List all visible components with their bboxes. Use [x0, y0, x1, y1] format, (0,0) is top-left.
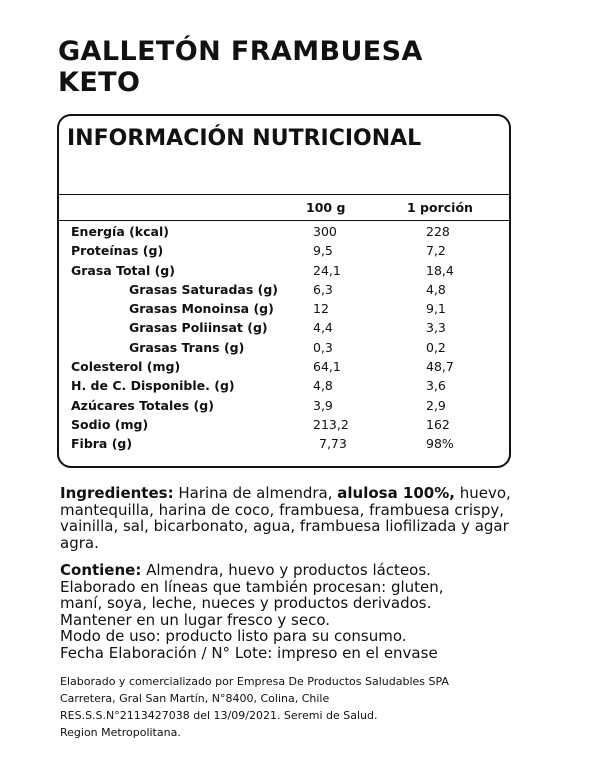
- nutrient-value-100g: 24,1: [313, 262, 341, 278]
- contains-allergens: Almendra, huevo y productos lácteos.: [141, 561, 431, 579]
- nutrient-row-monounsaturated-fat: [59, 299, 509, 318]
- nutrient-name: Grasa Total (g): [71, 262, 175, 278]
- nutrient-value-portion: 2,9: [426, 397, 446, 413]
- product-title-line-2: KETO: [58, 67, 141, 98]
- nutrient-name: Energía (kcal): [71, 224, 169, 239]
- nutrient-value-100g: 0,3: [313, 339, 333, 355]
- nutrient-row-trans-fat: [59, 338, 509, 357]
- contains-line: [60, 562, 530, 579]
- nutrient-name: Fibra (g): [71, 436, 133, 452]
- nutrient-row-available-carbs: [59, 376, 509, 395]
- ingredients-paragraph: [60, 485, 530, 551]
- nutrient-value-portion: 18,4: [426, 262, 454, 278]
- nutrient-row-sodium: [59, 415, 509, 434]
- nutrient-row-cholesterol: [59, 357, 509, 376]
- product-title: [58, 36, 423, 98]
- nutrient-value-100g: 64,1: [313, 359, 341, 375]
- nutrient-value-100g: 12: [313, 301, 329, 317]
- nutrient-value-portion: 162: [426, 416, 450, 432]
- nutrition-rows: [59, 222, 509, 454]
- usage-instructions: Modo de uso: producto listo para su consumo.: [60, 627, 407, 645]
- nutrient-value-portion: 7,2: [426, 243, 446, 259]
- nutrient-value-portion: 0,2: [426, 339, 446, 355]
- nutrient-value-portion: 3,3: [426, 320, 446, 336]
- nutrient-row-fiber: [59, 434, 509, 453]
- ingredients-text-start: Harina de almendra,: [173, 484, 338, 502]
- nutrient-name: Sodio (mg): [71, 416, 149, 432]
- nutrient-row-energy: [59, 222, 509, 241]
- nutrient-row-polyunsaturated-fat: [59, 318, 509, 337]
- manufacturer-line-2: Carretera, Gral San Martín, N°8400, Colina, Chile: [60, 692, 330, 705]
- column-header-portion: 1 porción: [407, 200, 473, 215]
- nutrient-value-portion: 9,1: [426, 301, 446, 317]
- manufacturer-line-3: RES.S.S.N°2113427038 del 13/09/2021. Seremi de Salud.: [60, 709, 378, 722]
- nutrient-row-saturated-fat: [59, 280, 509, 299]
- nutrient-value-portion: 48,7: [426, 359, 454, 375]
- ingredients-highlight: alulosa 100%,: [337, 484, 455, 502]
- manufacturer-line-4: Region Metropolitana.: [60, 726, 181, 739]
- ingredients-label: Ingredientes:: [60, 484, 174, 502]
- nutrient-value-100g: 3,9: [313, 397, 333, 413]
- nutrient-value-100g: 7,73: [319, 436, 347, 452]
- nutrient-value-100g: 9,5: [313, 243, 333, 259]
- table-top-divider: [59, 194, 509, 195]
- contains-label: Contiene:: [60, 561, 142, 579]
- nutrient-name: Grasas Monoinsa (g): [129, 301, 274, 317]
- nutrient-value-100g: 4,8: [313, 378, 333, 394]
- column-header-100g: 100 g: [306, 200, 346, 215]
- nutrient-row-total-fat: [59, 261, 509, 280]
- nutrient-name: Proteínas (g): [71, 243, 164, 259]
- lot-date-info: Fecha Elaboración / N° Lote: impreso en el envase: [60, 643, 438, 662]
- nutrient-value-100g: 6,3: [313, 281, 333, 297]
- nutrient-name: Grasas Saturadas (g): [129, 281, 278, 297]
- nutrient-row-protein: [59, 241, 509, 260]
- nutrition-heading: INFORMACIÓN NUTRICIONAL: [67, 126, 422, 151]
- cross-contamination-line-2: maní, soya, leche, nueces y productos derivados.: [60, 594, 432, 612]
- manufacturer-line-1: Elaborado y comercializado por Empresa De Productos Saludables SPA: [60, 675, 449, 688]
- storage-instructions: Mantener en un lugar fresco y seco.: [60, 610, 330, 629]
- nutrient-row-total-sugars: [59, 396, 509, 415]
- nutrition-facts-panel: [57, 114, 511, 468]
- manufacturer-info: [60, 673, 560, 741]
- product-title-line-1: GALLETÓN FRAMBUESA: [58, 36, 423, 67]
- nutrient-name: Grasas Trans (g): [129, 339, 245, 355]
- nutrient-value-portion: 98%: [426, 436, 454, 452]
- nutrient-name: Grasas Poliinsat (g): [129, 320, 268, 336]
- nutrient-value-portion: 3,6: [426, 378, 446, 394]
- nutrient-value-portion: 4,8: [426, 281, 446, 297]
- allergen-and-usage-block: [60, 562, 530, 661]
- header-divider: [59, 220, 509, 221]
- nutrient-value-100g: 4,4: [313, 320, 333, 336]
- ingredients-text-rest: huevo, mantequilla, harina de coco, frambuesa, frambuesa crispy, vainilla, sal, bicarbonato, agua, frambuesa liofilizada y agar agra.: [60, 484, 511, 552]
- nutrient-value-portion: 228: [426, 224, 450, 239]
- nutrient-value-100g: 300: [313, 224, 337, 239]
- nutrient-name: Colesterol (mg): [71, 359, 181, 375]
- nutrient-value-100g: 213,2: [313, 416, 349, 432]
- nutrient-name: H. de C. Disponible. (g): [71, 378, 235, 394]
- nutrient-name: Azúcares Totales (g): [71, 397, 214, 413]
- cross-contamination-line-1: Elaborado en líneas que también procesan: gluten,: [60, 577, 444, 596]
